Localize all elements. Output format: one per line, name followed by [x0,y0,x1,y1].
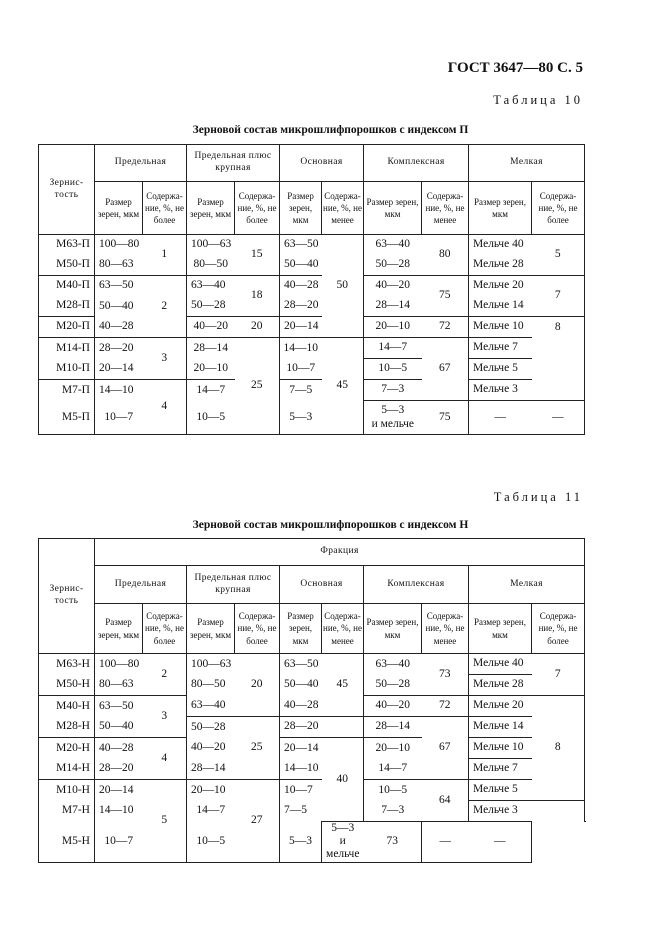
complex-content-cell: 72 [422,317,469,338]
content-label: Содержа-ние, %, не менее [322,604,364,654]
fine-size-cell: Мельче 28 [469,255,532,276]
limit-plus-size-cell: 50—28 [187,717,235,738]
main-size-cell: 28—20 [280,717,322,738]
grain-size-cell: М40-Н [39,696,95,717]
limit-plus-size-cell: 100—63 [187,235,235,256]
fine-size-cell: — [422,822,469,863]
complex-size-cell: 5—3 и мельче [322,822,364,863]
main-size-cell: 50—40 [280,675,322,696]
grain-size-cell: М63-П [39,235,95,256]
fine-content-cell [532,338,585,401]
group-header-complex: Комплексная [364,145,469,182]
complex-content-cell: 75 [422,276,469,317]
group-header-main: Основная [280,145,364,182]
limit-size-cell: 63—50 [95,696,143,717]
grain-size-cell: М28-Н [39,717,95,738]
group-header-complex: Комплексная [364,566,469,604]
main-content-cell: 45 [322,338,364,435]
main-size-cell: 40—28 [280,696,322,717]
limit-plus-size-cell: 80—50 [187,255,235,276]
complex-size-cell: 14—7 [364,759,422,780]
fine-size-cell: Мельче 5 [469,359,532,380]
complex-size-cell: 40—20 [364,276,422,297]
group-header-limit-plus-coarse: Предельная плюс крупная [187,566,280,604]
content-label: Содержа-ние, %, не более [143,604,187,654]
grain-size-cell: М20-Н [39,738,95,759]
grain-size-cell: М5-П [39,401,95,435]
limit-size-cell: 50—40 [95,296,143,317]
size-label: Размер зерен, мкм [187,182,235,235]
complex-size-cell: 28—14 [364,296,422,317]
complex-size-cell: 7—3 [364,380,422,401]
fine-size-cell: Мельче 3 [469,801,532,822]
size-label: Размер зерен, мкм [95,182,143,235]
document-header: ГОСТ 3647—80 С. 5 [447,60,583,76]
complex-content-cell: 67 [422,717,469,780]
group-header-limit: Предельная [95,566,187,604]
main-content-cell [322,717,364,738]
grain-size-cell: М50-Н [39,675,95,696]
main-content-cell: 40 [322,738,364,822]
grain-size-cell: М10-П [39,359,95,380]
group-header-limit-plus-coarse: Предельная плюс крупная [187,145,280,182]
limit-plus-size-cell: 80—50 [187,675,235,696]
complex-size-cell: 5—3 и мельче [364,401,422,435]
limit-size-cell: 40—28 [95,738,143,759]
main-size-cell: 50—40 [280,255,322,276]
grain-size-cell: М40-П [39,276,95,297]
size-label: Размер зерен, мкм [364,182,422,235]
fine-content-cell: 5 [532,235,585,276]
limit-size-cell: 100—80 [95,235,143,256]
complex-size-cell: 7—3 [364,801,422,822]
content-label: Содержа-ние, %, не менее [422,604,469,654]
complex-size-cell: 10—5 [364,359,422,380]
fine-content-cell: 7 [532,654,585,696]
limit-size-cell: 10—7 [95,401,143,435]
limit-content-cell: 4 [143,738,187,780]
fine-content-cell: 7 [532,276,585,317]
limit-content-cell: 4 [143,380,187,435]
main-size-cell: 63—50 [280,654,322,675]
table-10-caption: Таблица 10 [493,93,583,107]
complex-size-cell: 63—40 [364,235,422,256]
group-header-main: Основная [280,566,364,604]
fine-size-cell: Мельче 3 [469,380,532,401]
main-size-cell: 14—10 [280,759,322,780]
main-content-cell: 45 [322,654,364,717]
grain-size-cell: М28-П [39,296,95,317]
limit-plus-content-cell: 25 [235,338,280,435]
fine-size-cell: Мельче 28 [469,675,532,696]
limit-size-cell: 80—63 [95,255,143,276]
main-size-cell: 63—50 [280,235,322,256]
limit-plus-content-cell: 27 [235,780,280,863]
limit-content-cell: 1 [143,235,187,276]
limit-plus-size-cell: 100—63 [187,654,235,675]
grain-size-cell: М10-Н [39,780,95,801]
size-label: Размер зерен, мкм [95,604,143,654]
fine-content-cell: — [532,401,585,435]
limit-content-cell: 3 [143,338,187,380]
limit-size-cell: 100—80 [95,654,143,675]
main-size-cell: 5—3 [280,822,322,863]
complex-size-cell: 63—40 [364,654,422,675]
fine-size-cell: Мельче 20 [469,696,532,717]
content-label: Содержа-ние, %, не более [235,182,280,235]
limit-plus-size-cell: 14—7 [187,380,235,401]
limit-size-cell: 14—10 [95,801,143,822]
complex-size-cell: 10—5 [364,780,422,801]
table-10-title: Зерновой состав микрошлифпорошков с индексом П [192,124,469,136]
limit-size-cell: 10—7 [95,822,143,863]
fine-size-cell: Мельче 14 [469,296,532,317]
limit-plus-size-cell: 28—14 [187,338,235,359]
limit-content-cell: 2 [143,654,187,696]
grain-size-cell: М63-Н [39,654,95,675]
fine-size-cell: Мельче 7 [469,338,532,359]
size-label: Размер зерен, мкм [187,604,235,654]
limit-content-cell: 2 [143,276,187,338]
limit-size-cell: 28—20 [95,759,143,780]
limit-size-cell: 28—20 [95,338,143,359]
limit-plus-size-cell: 10—5 [187,822,235,863]
table-11-title: Зерновой состав микрошлифпорошков с индексом Н [192,519,469,531]
limit-plus-content-cell: 18 [235,276,280,317]
main-size-cell: 10—7 [280,780,322,801]
limit-size-cell: 20—14 [95,780,143,801]
content-label: Содержа-ние, %, не более [532,182,585,235]
grain-size-cell: М14-Н [39,759,95,780]
fine-size-cell: Мельче 10 [469,317,532,338]
complex-content-cell: 80 [422,235,469,276]
content-label: Содержа-ние, %, не более [143,182,187,235]
main-size-cell: 28—20 [280,296,322,317]
size-label: Размер зерен, мкм [469,604,532,654]
limit-content-cell: 5 [143,780,187,863]
limit-content-cell: 3 [143,696,187,738]
fine-size-cell: Мельче 10 [469,738,532,759]
grain-size-cell: М5-Н [39,822,95,863]
limit-size-cell: 20—14 [95,359,143,380]
complex-size-cell: 50—28 [364,255,422,276]
complex-size-cell: 40—20 [364,696,422,717]
table-10 [38,144,585,435]
fine-size-cell: Мельче 40 [469,654,532,675]
complex-content-cell: 64 [422,780,469,822]
grain-size-cell: М50-П [39,255,95,276]
complex-size-cell: 50—28 [364,675,422,696]
limit-plus-size-cell: 63—40 [187,696,235,717]
complex-content-cell: 73 [422,654,469,696]
grain-size-cell: М7-Н [39,801,95,822]
limit-plus-content-cell: 15 [235,235,280,276]
fine-size-cell: Мельче 5 [469,780,532,801]
fine-size-cell: — [469,401,532,435]
main-size-cell: 20—14 [280,738,322,759]
main-size-cell: 14—10 [280,338,322,359]
limit-size-cell: 63—50 [95,276,143,297]
fine-content-cell: — [469,822,532,863]
limit-size-cell: 50—40 [95,717,143,738]
main-size-cell: 5—3 [280,401,322,435]
complex-content-cell: 73 [364,822,422,863]
fine-size-cell: Мельче 7 [469,759,532,780]
limit-plus-content-cell: 20 [235,317,280,338]
limit-size-cell: 40—28 [95,317,143,338]
content-label: Содержа-ние, %, не более [235,604,280,654]
complex-size-cell: 28—14 [364,717,422,738]
grain-size-cell: М14-П [39,338,95,359]
size-label: Размер зерен, мкм [280,182,322,235]
complex-size-cell: 14—7 [364,338,422,359]
content-label: Содержа-ние, %, не более [532,604,585,654]
limit-plus-content-cell: 20 [235,654,280,717]
limit-plus-size-cell: 28—14 [187,759,235,780]
table-11-caption: Таблица 11 [493,490,583,504]
grain-size-header: Зернис-тость [39,539,95,654]
limit-plus-size-cell: 63—40 [187,276,235,297]
group-header-fine: Мелкая [469,566,585,604]
fine-content-cell: 8 [532,317,585,338]
complex-content-cell: 75 [422,401,469,435]
limit-size-cell: 80—63 [95,675,143,696]
table-11 [38,538,585,863]
grain-size-cell: М7-П [39,380,95,401]
limit-plus-size-cell: 40—20 [187,317,235,338]
fraction-header: Фракция [95,539,585,566]
limit-plus-content-cell: 25 [235,717,280,780]
fine-content-cell: 8 [532,696,585,801]
group-header-limit: Предельная [95,145,187,182]
limit-plus-size-cell: 40—20 [187,738,235,759]
main-size-cell: 40—28 [280,276,322,297]
limit-size-cell: 14—10 [95,380,143,401]
complex-size-cell: 20—10 [364,738,422,759]
size-label: Размер зерен, мкм [469,182,532,235]
limit-plus-size-cell: 20—10 [187,359,235,380]
fine-size-cell: Мельче 14 [469,717,532,738]
size-label: Размер зерен, мкм [280,604,322,654]
limit-plus-size-cell: 10—5 [187,401,235,435]
main-size-cell: 7—5 [280,801,322,822]
content-label: Содержа-ние, %, не менее [422,182,469,235]
complex-size-cell: 20—10 [364,317,422,338]
fine-size-cell: Мельче 20 [469,276,532,297]
limit-plus-size-cell: 14—7 [187,801,235,822]
main-content-cell: 50 [322,235,364,338]
grain-size-cell: М20-П [39,317,95,338]
limit-plus-size-cell: 20—10 [187,780,235,801]
main-size-cell: 20—14 [280,317,322,338]
main-size-cell: 7—5 [280,380,322,401]
size-label: Размер зерен, мкм [364,604,422,654]
fine-size-cell: Мельче 40 [469,235,532,256]
limit-plus-size-cell: 50—28 [187,296,235,317]
complex-content-cell: 72 [422,696,469,717]
grain-size-header: Зернис-тость [39,145,95,235]
content-label: Содержа-ние, %, не менее [322,182,364,235]
complex-content-cell: 67 [422,338,469,401]
group-header-fine: Мелкая [469,145,585,182]
main-size-cell: 10—7 [280,359,322,380]
